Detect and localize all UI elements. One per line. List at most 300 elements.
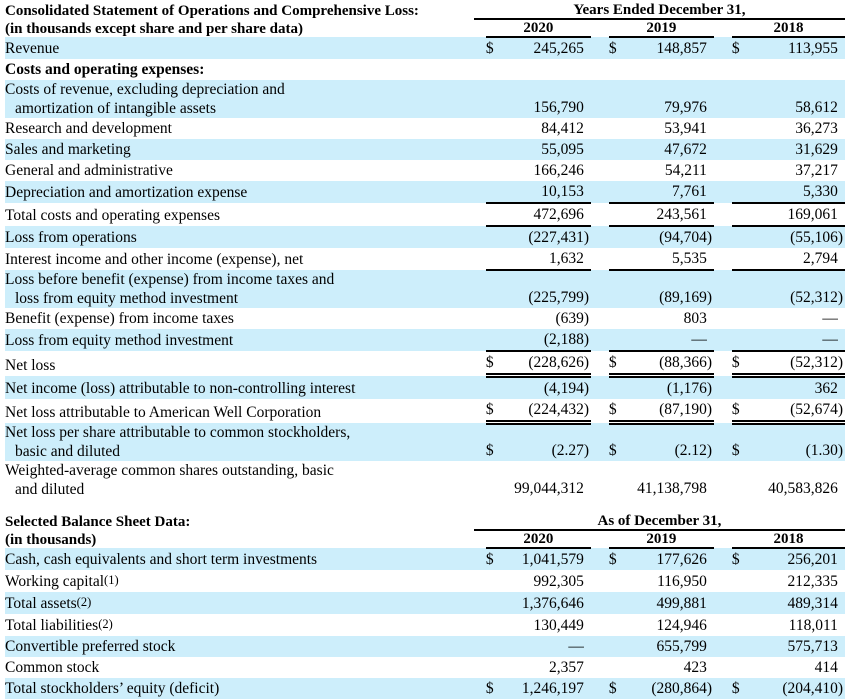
gap xyxy=(714,19,732,37)
row-label-text: Convertible preferred stock xyxy=(5,637,176,655)
paren xyxy=(707,592,714,614)
cell-value: (228,626 xyxy=(502,351,584,376)
paren xyxy=(707,160,714,181)
gap xyxy=(714,118,732,139)
cell-value: 130,449 xyxy=(533,616,584,634)
dollar-sign xyxy=(486,59,502,80)
year-header: 2019 xyxy=(609,19,714,37)
paren xyxy=(584,80,591,118)
dollar-sign: $ xyxy=(486,548,502,570)
paren xyxy=(584,203,591,226)
gap xyxy=(714,329,732,351)
table-subtitle: (in thousands except share and per share data) xyxy=(5,21,303,37)
paren xyxy=(584,139,591,160)
table-row xyxy=(5,376,845,400)
gap xyxy=(714,308,732,329)
gap xyxy=(591,308,609,329)
gap xyxy=(591,530,609,548)
cell-value: 37,217 xyxy=(795,162,838,179)
paren xyxy=(707,59,714,80)
dollar-sign xyxy=(486,270,502,308)
gap xyxy=(714,376,732,400)
gap xyxy=(591,570,609,592)
paren xyxy=(838,614,845,636)
cell-value: (204,410 xyxy=(748,678,838,699)
dollar-sign xyxy=(486,657,502,678)
row-label xyxy=(5,270,474,308)
paren xyxy=(584,548,591,570)
row-label-text: Net loss xyxy=(5,356,56,374)
dollar-sign xyxy=(732,248,748,270)
table-title: Consolidated Statement of Operations and Comprehensive Loss: xyxy=(5,3,419,19)
gap xyxy=(591,160,609,181)
gap xyxy=(714,37,732,59)
row-label-text: General and administrative xyxy=(5,162,173,179)
gap xyxy=(714,248,732,270)
cell-value: (88,366 xyxy=(625,351,707,376)
gap xyxy=(474,351,486,376)
paren xyxy=(584,37,591,59)
row-label-text: Total assets xyxy=(5,594,77,612)
dollar-sign xyxy=(609,657,625,678)
gap xyxy=(714,226,732,248)
table-row xyxy=(5,657,845,678)
cell-value: 5,330 xyxy=(748,181,838,203)
cell-value: 2,794 xyxy=(748,248,838,270)
gap xyxy=(591,351,609,376)
paren xyxy=(838,636,845,657)
dollar-sign xyxy=(609,160,625,181)
period-header: Years Ended December 31, xyxy=(474,2,845,19)
gap xyxy=(591,592,609,614)
row-label xyxy=(5,329,474,351)
cell-value: 54,211 xyxy=(664,162,707,179)
dollar-sign xyxy=(486,329,502,351)
gap xyxy=(474,181,486,203)
gap xyxy=(474,118,486,139)
dollar-sign xyxy=(732,329,748,351)
gap xyxy=(474,270,486,308)
paren: ) xyxy=(706,679,713,697)
table-subtitle: (in thousands) xyxy=(5,531,97,548)
cell-value: 177,626 xyxy=(625,548,707,570)
paren xyxy=(838,329,845,351)
table-header-row xyxy=(5,513,845,530)
paren xyxy=(838,592,845,614)
cell-value: 7,761 xyxy=(625,181,707,203)
row-label-text: Interest income and other income (expense), net xyxy=(5,251,304,268)
cell-value: (4,194 xyxy=(502,376,584,400)
gap xyxy=(591,270,609,308)
dollar-sign: $ xyxy=(486,678,502,699)
table-header-row xyxy=(5,530,845,548)
dollar-sign xyxy=(732,80,748,118)
gap xyxy=(474,636,486,657)
gap xyxy=(591,139,609,160)
row-label xyxy=(5,160,474,181)
dollar-sign xyxy=(609,203,625,226)
paren xyxy=(838,181,845,203)
row-label-text: Benefit (expense) from income taxes xyxy=(5,310,234,327)
cell-value: (2.12 xyxy=(625,423,707,461)
cell-value: 1,376,646 xyxy=(502,592,584,614)
cell-value: 40,583,826 xyxy=(768,479,838,497)
gap xyxy=(474,226,486,248)
dollar-sign xyxy=(732,592,748,614)
row-label-line1: Net loss per share attributable to common stockholders, xyxy=(5,423,351,441)
paren xyxy=(707,614,714,636)
paren xyxy=(707,118,714,139)
gap xyxy=(474,423,486,461)
gap xyxy=(714,657,732,678)
gap xyxy=(591,376,609,400)
cell-value: — xyxy=(502,636,584,657)
gap xyxy=(714,270,732,308)
cell-value: 53,941 xyxy=(664,120,707,137)
paren xyxy=(838,548,845,570)
cell-value: 212,335 xyxy=(787,572,838,590)
dollar-sign: $ xyxy=(486,423,502,461)
table-row xyxy=(5,399,845,423)
gap xyxy=(714,181,732,203)
paren: ) xyxy=(838,351,845,376)
cell-value: 243,561 xyxy=(625,203,707,226)
dollar-sign xyxy=(732,203,748,226)
paren: ) xyxy=(584,351,591,376)
gap xyxy=(714,160,732,181)
table-row xyxy=(5,614,845,636)
paren xyxy=(584,160,591,181)
paren xyxy=(838,376,845,400)
dollar-sign xyxy=(486,636,502,657)
paren: ) xyxy=(583,310,590,327)
row-label xyxy=(5,678,474,699)
paren xyxy=(707,461,714,499)
dollar-sign: $ xyxy=(609,548,625,570)
cell-value: (87,190 xyxy=(625,399,707,423)
table-row xyxy=(5,226,845,248)
dollar-sign xyxy=(732,139,748,160)
row-label xyxy=(5,181,474,203)
cell-value: 99,044,312 xyxy=(514,479,584,497)
table-row xyxy=(5,160,845,181)
dollar-sign xyxy=(609,59,625,80)
paren: ) xyxy=(838,270,845,308)
cell-value xyxy=(748,59,838,80)
cell-value: 362 xyxy=(748,376,838,400)
paren xyxy=(584,248,591,270)
paren xyxy=(838,570,845,592)
table-spacer xyxy=(5,499,845,513)
dollar-sign xyxy=(609,181,625,203)
gap xyxy=(714,80,732,118)
paren xyxy=(707,308,714,329)
table-row xyxy=(5,548,845,570)
dollar-sign xyxy=(609,636,625,657)
cell-value: 148,857 xyxy=(625,37,707,59)
dollar-sign xyxy=(486,160,502,181)
paren: ) xyxy=(838,423,845,461)
row-label-line1: Costs of revenue, excluding depreciation and xyxy=(5,81,285,98)
cell-value: — xyxy=(625,329,707,351)
paren xyxy=(838,139,845,160)
dollar-sign xyxy=(609,248,625,270)
dollar-sign xyxy=(609,308,625,329)
gap xyxy=(474,308,486,329)
cell-value: 489,314 xyxy=(748,592,838,614)
gap xyxy=(714,139,732,160)
table-row xyxy=(5,203,845,226)
gap xyxy=(474,657,486,678)
year-header: 2020 xyxy=(486,19,591,37)
row-label xyxy=(5,423,474,461)
paren xyxy=(838,37,845,59)
paren: ) xyxy=(707,423,714,461)
cell-value: 803 xyxy=(683,310,707,327)
row-label-line1: Loss before benefit (expense) from income taxes and xyxy=(5,271,335,288)
row-label-text: Total liabilities xyxy=(5,616,99,634)
cell-value: 1,632 xyxy=(502,248,584,270)
cell-value: 1,041,579 xyxy=(502,548,584,570)
paren xyxy=(707,657,714,678)
dollar-sign xyxy=(609,592,625,614)
cell-value: 245,265 xyxy=(502,37,584,59)
paren xyxy=(584,614,591,636)
dollar-sign xyxy=(609,270,625,308)
cell-value: 10,153 xyxy=(502,181,584,203)
cell-value: 36,273 xyxy=(795,120,838,137)
footnote-marker: (2) xyxy=(76,594,92,609)
paren: ) xyxy=(707,351,714,376)
cell-value: (52,312 xyxy=(748,351,838,376)
gap xyxy=(591,80,609,118)
cell-value xyxy=(502,59,584,80)
dollar-sign xyxy=(609,376,625,400)
gap xyxy=(591,118,609,139)
table-row xyxy=(5,423,845,461)
paren xyxy=(584,678,591,699)
paren xyxy=(838,308,845,329)
dollar-sign xyxy=(732,570,748,592)
gap xyxy=(474,614,486,636)
paren xyxy=(584,570,591,592)
paren: ) xyxy=(707,270,714,308)
gap xyxy=(714,530,732,548)
row-label-line1: Weighted-average common shares outstanding, basic xyxy=(5,461,334,479)
paren xyxy=(707,570,714,592)
dollar-sign: $ xyxy=(609,37,625,59)
paren xyxy=(838,118,845,139)
paren xyxy=(707,636,714,657)
cell-value: 5,535 xyxy=(625,248,707,270)
dollar-sign xyxy=(732,461,748,499)
cell-value: 31,629 xyxy=(748,139,838,160)
paren xyxy=(584,592,591,614)
footnote-marker: (2) xyxy=(98,616,113,631)
cell-value xyxy=(625,59,707,80)
dollar-sign: $ xyxy=(486,399,502,423)
gap xyxy=(591,329,609,351)
cell-value: 655,799 xyxy=(625,636,707,657)
dollar-sign xyxy=(732,59,748,80)
paren: ) xyxy=(584,423,591,461)
paren xyxy=(707,37,714,59)
row-label-text: Net loss attributable to American Well Corporation xyxy=(5,403,322,421)
dollar-sign: $ xyxy=(609,423,625,461)
gap xyxy=(591,59,609,80)
gap xyxy=(714,570,732,592)
gap xyxy=(591,548,609,570)
row-label-text: Loss from operations xyxy=(5,229,137,246)
gap xyxy=(474,37,486,59)
row-label xyxy=(5,548,474,570)
row-label-text: Working capital xyxy=(5,572,105,590)
paren xyxy=(707,80,714,118)
dollar-sign: $ xyxy=(486,351,502,376)
table-row xyxy=(5,59,845,80)
gap xyxy=(714,636,732,657)
paren: ) xyxy=(707,376,714,400)
balance-sheet-table xyxy=(5,513,845,699)
paren: ) xyxy=(584,270,591,308)
cell-value: 992,305 xyxy=(533,572,584,590)
footnote-marker: (1) xyxy=(104,572,119,587)
paren: ) xyxy=(707,226,714,248)
paren: ) xyxy=(838,399,845,423)
gap xyxy=(474,203,486,226)
year-header: 2019 xyxy=(609,530,714,548)
row-label xyxy=(5,614,474,636)
gap xyxy=(591,461,609,499)
gap xyxy=(714,351,732,376)
table-row xyxy=(5,181,845,203)
gap xyxy=(591,181,609,203)
dollar-sign xyxy=(609,226,625,248)
cell-value: (55,106 xyxy=(748,226,838,248)
cell-value: 169,061 xyxy=(748,203,838,226)
row-label xyxy=(5,399,474,423)
gap xyxy=(474,461,486,499)
cell-value: 423 xyxy=(683,658,707,676)
table-row xyxy=(5,678,845,699)
table-row xyxy=(5,118,845,139)
gap xyxy=(591,37,609,59)
paren: ) xyxy=(584,329,591,351)
dollar-sign: $ xyxy=(732,37,748,59)
row-label-text: Costs and operating expenses: xyxy=(5,61,205,78)
dollar-sign xyxy=(486,248,502,270)
row-label-text: Total costs and operating expenses xyxy=(5,207,220,224)
year-header: 2018 xyxy=(732,19,845,37)
paren xyxy=(584,657,591,678)
dollar-sign xyxy=(732,226,748,248)
table-header-row xyxy=(5,2,845,19)
dollar-sign xyxy=(732,614,748,636)
dollar-sign: $ xyxy=(609,351,625,376)
gap xyxy=(474,570,486,592)
paren xyxy=(838,80,845,118)
cell-value: — xyxy=(822,310,838,327)
dollar-sign xyxy=(609,139,625,160)
paren xyxy=(838,59,845,80)
dollar-sign: $ xyxy=(609,399,625,423)
paren: ) xyxy=(707,399,714,423)
year-header: 2020 xyxy=(486,530,591,548)
gap xyxy=(714,592,732,614)
paren xyxy=(838,203,845,226)
cell-value: 499,881 xyxy=(625,592,707,614)
gap xyxy=(591,423,609,461)
gap xyxy=(714,548,732,570)
gap xyxy=(714,59,732,80)
paren xyxy=(707,329,714,351)
dollar-sign xyxy=(609,614,625,636)
row-label xyxy=(5,139,474,160)
gap xyxy=(474,376,486,400)
paren: ) xyxy=(838,226,845,248)
cell-value: 113,955 xyxy=(748,37,838,59)
gap xyxy=(474,548,486,570)
row-label-text: Revenue xyxy=(5,40,60,57)
gap xyxy=(591,636,609,657)
cell-value: (1.30 xyxy=(748,423,838,461)
cell-value: 2,357 xyxy=(549,658,584,676)
cell-value: 58,612 xyxy=(748,80,838,118)
cell-value: 55,095 xyxy=(502,139,584,160)
gap xyxy=(474,329,486,351)
paren: ) xyxy=(584,226,591,248)
dollar-sign xyxy=(486,118,502,139)
dollar-sign xyxy=(486,614,502,636)
paren xyxy=(838,461,845,499)
dollar-sign xyxy=(732,118,748,139)
gap xyxy=(474,59,486,80)
row-label-text: Net income (loss) attributable to non-controlling interest xyxy=(5,380,356,397)
cell-value: 116,950 xyxy=(657,572,707,590)
dollar-sign xyxy=(486,226,502,248)
table-row xyxy=(5,37,845,59)
period-header: As of December 31, xyxy=(474,513,845,530)
table-row xyxy=(5,351,845,376)
paren xyxy=(707,248,714,270)
gap xyxy=(591,203,609,226)
gap xyxy=(714,399,732,423)
cell-value: — xyxy=(748,329,838,351)
cell-value: (280,864 xyxy=(625,678,707,699)
gap xyxy=(714,678,732,699)
dollar-sign xyxy=(486,461,502,499)
gap xyxy=(591,657,609,678)
row-label-text: Common stock xyxy=(5,658,100,676)
paren xyxy=(584,181,591,203)
row-label xyxy=(5,59,474,80)
dollar-sign: $ xyxy=(732,678,748,699)
cell-value: (89,169 xyxy=(625,270,707,308)
table-row xyxy=(5,270,845,308)
row-label-text: Loss from equity method investment xyxy=(5,332,234,349)
row-label-line2: amortization of intangible assets xyxy=(15,100,217,117)
gap xyxy=(714,423,732,461)
paren xyxy=(584,636,591,657)
gap xyxy=(474,160,486,181)
cell-value: (2.27 xyxy=(502,423,584,461)
dollar-sign xyxy=(486,139,502,160)
gap xyxy=(714,203,732,226)
dollar-sign xyxy=(609,80,625,118)
paren xyxy=(707,139,714,160)
row-label-text: Total stockholders’ equity (deficit) xyxy=(5,679,220,697)
gap xyxy=(474,678,486,699)
